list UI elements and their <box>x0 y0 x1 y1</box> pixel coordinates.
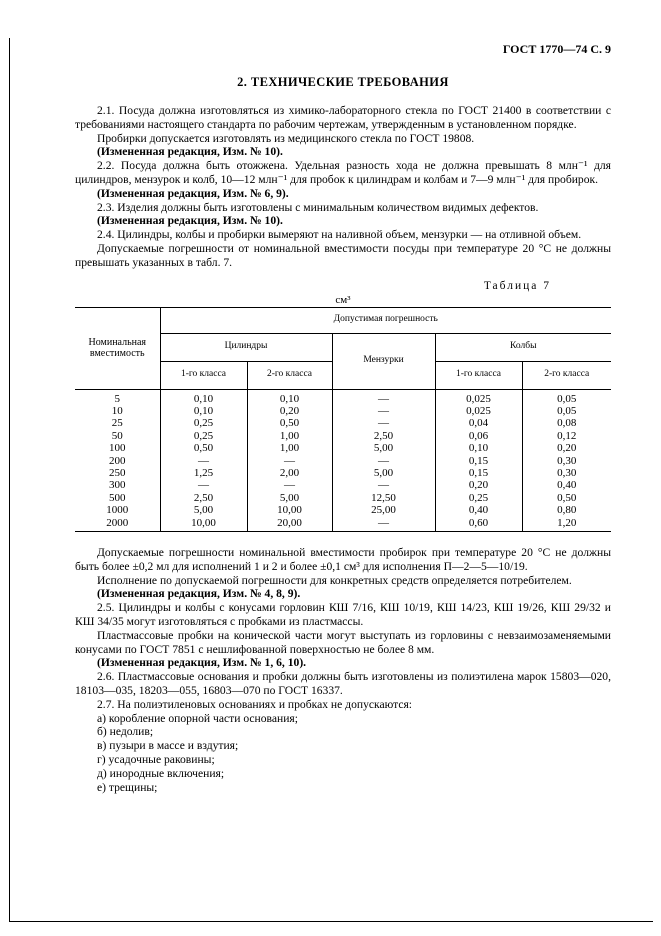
cell: 100 <box>75 442 160 454</box>
cell: 0,04 <box>435 417 522 429</box>
table-row <box>75 455 611 467</box>
cell: 0,10 <box>435 442 522 454</box>
cell: 2,50 <box>332 430 435 442</box>
cell: 0,025 <box>435 389 522 405</box>
cell: 5,00 <box>332 442 435 454</box>
cell: 10,00 <box>160 517 247 532</box>
cell: 2000 <box>75 517 160 532</box>
cell: 25,00 <box>332 504 435 516</box>
cell: — <box>332 517 435 532</box>
cell: — <box>247 455 332 467</box>
cell: 0,30 <box>522 467 611 479</box>
amendment-note: (Измененная редакция, Изм. № 10). <box>97 145 283 159</box>
list-item: г) усадочные раковины; <box>97 752 215 766</box>
table-row <box>75 492 611 504</box>
cell: 0,50 <box>247 417 332 429</box>
cell: 0,20 <box>435 479 522 491</box>
page-content <box>75 42 611 794</box>
cell: 0,25 <box>160 430 247 442</box>
list-item: в) пузыри в массе и вздутия; <box>97 739 239 753</box>
table-row <box>75 442 611 454</box>
table-row <box>75 517 611 532</box>
paragraph: Пластмассовые пробки на конической части могут выступать из горловины с невзаимозаменяемыми конусами по ГОСТ 7851 с нешлифованной поверхностью не более 8 мм. <box>75 628 611 656</box>
cell: 10 <box>75 405 160 417</box>
cell: 0,30 <box>522 455 611 467</box>
cell: 5,00 <box>332 467 435 479</box>
header-kolby-class1: 1-го класса <box>435 361 522 389</box>
cell: 0,10 <box>160 405 247 417</box>
cell: 50 <box>75 430 160 442</box>
cell: 0,10 <box>247 389 332 405</box>
paragraph: 2.1. Посуда должна изготовляться из химико-лабораторного стекла по ГОСТ 21400 в соответствии с требованиями настоящего стандарта по рабочим чертежам, утвержденным в установленном порядке. <box>75 104 611 131</box>
cell: 0,025 <box>435 405 522 417</box>
cell: — <box>332 405 435 417</box>
cell: 2,00 <box>247 467 332 479</box>
table-row <box>75 417 611 429</box>
header-cylinders-class1: 1-го класса <box>160 361 247 389</box>
cell: 25 <box>75 417 160 429</box>
amendment-note: (Измененная редакция, Изм. № 10). <box>97 214 283 228</box>
paragraph: 2.5. Цилиндры и колбы с конусами горловин КШ 7/16, КШ 10/19, КШ 14/23, КШ 19/26, КШ 29/32 и КШ 34/35 могут изготовляться с пробками из пластмассы. <box>75 601 611 629</box>
cell: — <box>160 455 247 467</box>
list-item: д) инородные включения; <box>97 766 225 780</box>
cell: 2,50 <box>160 492 247 504</box>
cell: 0,15 <box>435 467 522 479</box>
amendment-note: (Измененная редакция, Изм. № 6, 9). <box>97 186 289 200</box>
cell: 200 <box>75 455 160 467</box>
cell: 1000 <box>75 504 160 516</box>
cell: — <box>247 479 332 491</box>
cell: 0,20 <box>247 405 332 417</box>
cell: 0,50 <box>160 442 247 454</box>
tolerance-table <box>75 307 611 532</box>
header-cylinders: Цилиндры <box>160 333 332 361</box>
paragraph: 2.4. Цилиндры, колбы и пробирки вымеряют на наливной объем, мензурки — на отливной объем. <box>97 228 582 242</box>
header-kolby: Колбы <box>435 333 611 361</box>
table-row <box>75 389 611 405</box>
table-row <box>75 430 611 442</box>
paragraph: 2.6. Пластмассовые основания и пробки должны быть изготовлены из полиэтилена марок 15803—020, 18103—035, 18203—055, 16803—070 по ГОСТ 16337. <box>75 670 611 697</box>
cell: 250 <box>75 467 160 479</box>
amendment-note: (Измененная редакция, Изм. № 4, 8, 9). <box>97 587 301 601</box>
table-units-label: см³ <box>335 293 351 306</box>
cell: 0,50 <box>522 492 611 504</box>
cell: 0,10 <box>160 389 247 405</box>
table-row <box>75 479 611 491</box>
header-cylinders-class2: 2-го класса <box>247 361 332 389</box>
cell: 500 <box>75 492 160 504</box>
cell: 1,00 <box>247 430 332 442</box>
table-header <box>75 307 611 389</box>
amendment-note: (Измененная редакция, Изм. № 1, 6, 10). <box>97 656 307 670</box>
cell: 1,20 <box>522 517 611 532</box>
section-title: 2. ТЕХНИЧЕСКИЕ ТРЕБОВАНИЯ <box>237 75 449 89</box>
paragraph: 2.3. Изделия должны быть изготовлены с минимальным количеством видимых дефектов. <box>97 200 539 214</box>
cell: 0,60 <box>435 517 522 532</box>
header-nominal-capacity: Номинальная вместимость <box>75 307 160 389</box>
cell: 5,00 <box>247 492 332 504</box>
cell: 0,06 <box>435 430 522 442</box>
cell: 0,05 <box>522 405 611 417</box>
cell: — <box>332 417 435 429</box>
cell: — <box>332 479 435 491</box>
cell: 0,40 <box>522 479 611 491</box>
cell: 0,25 <box>160 417 247 429</box>
list-item: б) недолив; <box>97 725 154 739</box>
header-menzurki: Мензурки <box>332 333 435 389</box>
table-row <box>75 504 611 516</box>
table-row <box>75 405 611 417</box>
header-kolby-class2: 2-го класса <box>522 361 611 389</box>
cell: 300 <box>75 479 160 491</box>
cell: 0,08 <box>522 417 611 429</box>
cell: 0,25 <box>435 492 522 504</box>
cell: 0,12 <box>522 430 611 442</box>
cell: — <box>332 455 435 467</box>
cell: — <box>332 389 435 405</box>
paragraph: Исполнение по допускаемой погрешности для конкретных средств определяется потребителем. <box>97 573 572 587</box>
cell: 0,40 <box>435 504 522 516</box>
paragraph: 2.2. Посуда должна быть отожжена. Удельная разность хода не должна превышать 8 млн⁻¹ для цилиндров, мензурок и колб, 10—12 млн⁻¹ для пробок к цилиндрам и колбам и 7—9 млн⁻¹ для пробирок. <box>75 159 611 186</box>
cell: 20,00 <box>247 517 332 532</box>
table-body <box>75 389 611 531</box>
cell: 0,20 <box>522 442 611 454</box>
table-row <box>75 467 611 479</box>
page-frame-left-rule <box>9 38 10 922</box>
list-item: е) трещины; <box>97 780 158 794</box>
paragraph: Допускаемые погрешности от номинальной вместимости посуды при температуре 20 °С не должны превышать указанных в табл. 7. <box>75 241 611 269</box>
header-tolerance-group: Допустимая погрешность <box>160 307 611 333</box>
paragraph: 2.7. На полиэтиленовых основаниях и пробках не допускаются: <box>97 697 413 711</box>
page-frame-bottom-rule <box>9 921 653 922</box>
cell: 0,05 <box>522 389 611 405</box>
cell: 12,50 <box>332 492 435 504</box>
list-item: а) коробление опорной части основания; <box>97 711 298 725</box>
document-header: ГОСТ 1770—74 С. 9 <box>502 42 611 56</box>
paragraph: Пробирки допускается изготовлять из медицинского стекла по ГОСТ 19808. <box>97 131 475 145</box>
paragraph: Допускаемые погрешности номинальной вместимости пробирок при температуре 20 °С не должны быть более ±0,2 мл для исполнений 1 и 2 и более ±0,1 см³ для исполнения П—2—5—10/19. <box>75 546 611 573</box>
cell: 10,00 <box>247 504 332 516</box>
cell: 5,00 <box>160 504 247 516</box>
table-caption: Таблица 7 <box>483 279 551 292</box>
cell: 1,25 <box>160 467 247 479</box>
cell: — <box>160 479 247 491</box>
cell: 0,80 <box>522 504 611 516</box>
cell: 0,15 <box>435 455 522 467</box>
cell: 1,00 <box>247 442 332 454</box>
cell: 5 <box>75 389 160 405</box>
